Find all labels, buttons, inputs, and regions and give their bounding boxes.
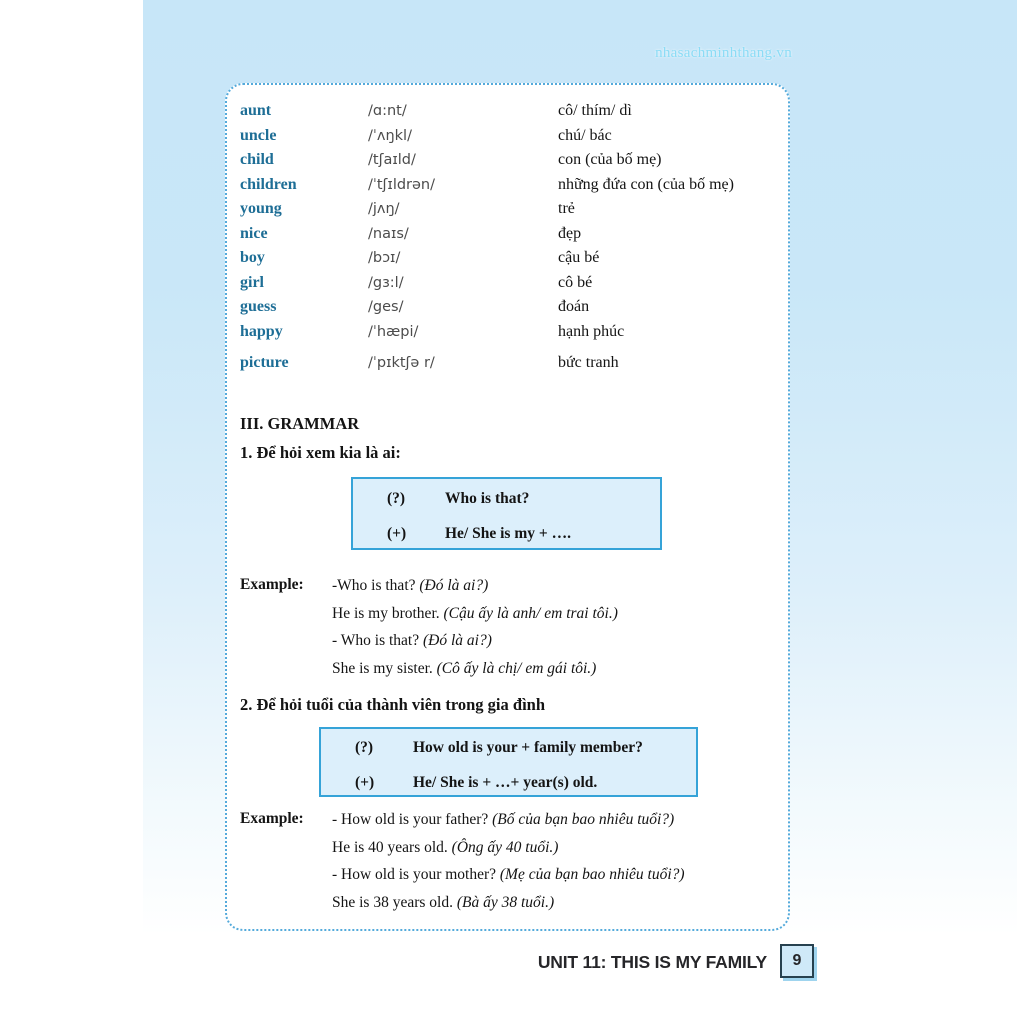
pattern-text: He/ She is my + …. (445, 525, 571, 542)
grammar-pattern-box-2 (319, 727, 698, 797)
example-english: She is 38 years old. (332, 893, 457, 911)
vocab-word: children (240, 175, 297, 193)
grammar-section-1-title: 1. Để hỏi xem kia là ai: (240, 443, 401, 462)
vocab-phonetic: /ˈtʃɪldrən/ (368, 176, 436, 193)
example-vietnamese: (Bà ấy 38 tuổi.) (456, 893, 555, 911)
vocab-row (240, 246, 785, 271)
example-label: Example: (240, 810, 304, 827)
grammar-section-2-title: 2. Để hỏi tuổi của thành viên trong gia đình (240, 695, 546, 714)
vocab-phonetic: /ˈpɪktʃə r/ (368, 355, 435, 371)
vocab-row (240, 99, 785, 124)
example-line (332, 572, 788, 600)
vocab-phonetic: /ɑ:nt/ (368, 103, 407, 119)
vocab-phonetic: /bɔɪ/ (368, 250, 401, 266)
vocab-row (240, 351, 785, 376)
example-english: He is 40 years old. (332, 838, 452, 856)
vocab-meaning: những đứa con (của bố mẹ) (558, 175, 734, 193)
vocab-row (240, 222, 785, 247)
example-vietnamese: (Mẹ của bạn bao nhiêu tuổi?) (499, 866, 685, 883)
pattern-sign: (+) (387, 525, 407, 542)
vocab-meaning: đẹp (558, 224, 582, 242)
vocab-word: child (240, 151, 274, 168)
example-english: He is my brother. (332, 604, 444, 622)
example-line (332, 889, 788, 917)
vocab-row (240, 197, 785, 222)
vocab-row (240, 173, 785, 198)
example-line (332, 627, 788, 655)
example-vietnamese: (Đó là ai?) (419, 577, 489, 594)
vocab-word: aunt (240, 102, 272, 119)
example-vietnamese: (Đó là ai?) (422, 632, 492, 649)
page-footer (538, 944, 814, 978)
pattern-text: Who is that? (445, 490, 530, 507)
vocab-word: picture (240, 354, 289, 371)
vocab-word: young (240, 200, 282, 217)
example-lines (332, 806, 788, 916)
vocab-meaning: con (của bố mẹ) (558, 151, 662, 168)
vocab-word: uncle (240, 126, 277, 144)
vocab-row (240, 320, 785, 345)
vocab-word: girl (240, 273, 264, 291)
example-line (332, 806, 788, 834)
example-line (332, 600, 788, 628)
example-english: - How old is your mother? (332, 866, 500, 883)
grammar-pattern-box-1 (351, 477, 662, 550)
example-vietnamese: (Ông ấy 40 tuổi.) (451, 838, 559, 856)
vocab-meaning: trẻ (558, 200, 575, 217)
example-block-1 (240, 572, 788, 682)
example-english: She is my sister. (332, 659, 437, 677)
vocab-row (240, 271, 785, 296)
vocab-phonetic: /ˈhæpi/ (368, 323, 419, 340)
vocab-meaning: cô bé (558, 273, 593, 291)
example-english: - How old is your father? (332, 811, 493, 828)
example-block-2 (240, 806, 788, 916)
vocab-word: guess (240, 298, 277, 315)
pattern-sign: (?) (387, 490, 406, 507)
vocab-meaning: bức tranh (558, 354, 619, 371)
grammar-heading: III. GRAMMAR (240, 414, 360, 433)
example-vietnamese: (Bố của bạn bao nhiêu tuổi?) (492, 811, 675, 828)
example-english: - Who is that? (332, 632, 423, 649)
vocab-meaning: cô/ thím/ dì (558, 102, 632, 119)
vocab-phonetic: /ges/ (368, 299, 404, 315)
pattern-sign: (+) (355, 774, 375, 791)
pattern-text: He/ She is + …+ year(s) old. (413, 774, 598, 791)
vocab-word: happy (240, 322, 283, 340)
vocab-meaning: hạnh phúc (558, 322, 625, 340)
pattern-sign: (?) (355, 739, 374, 756)
unit-title: UNIT 11: THIS IS MY FAMILY (537, 951, 767, 972)
example-vietnamese: (Cậu ấy là anh/ em trai tôi.) (443, 604, 618, 622)
vocab-meaning: cậu bé (558, 249, 600, 266)
vocab-phonetic: /naɪs/ (368, 225, 409, 242)
vocab-word: boy (240, 249, 265, 266)
vocab-row (240, 124, 785, 149)
example-english: -Who is that? (332, 577, 420, 594)
pattern-text: How old is your + family member? (413, 739, 643, 756)
vocab-word: nice (240, 224, 268, 242)
example-line (332, 655, 788, 683)
vocabulary-list (240, 99, 785, 376)
vocab-phonetic: /tʃaɪld/ (368, 152, 416, 168)
example-lines (332, 572, 788, 682)
vocab-row (240, 295, 785, 320)
vocab-phonetic: /jʌŋ/ (368, 201, 400, 217)
vocab-phonetic: /ˈʌŋkl/ (368, 127, 412, 144)
example-vietnamese: (Cô ấy là chị/ em gái tôi.) (436, 659, 597, 677)
vocab-row (240, 148, 785, 173)
vocab-meaning: đoán (558, 298, 590, 315)
watermark-text: nhasachminhthang.vn (655, 45, 792, 61)
example-label: Example: (240, 576, 304, 593)
example-line (332, 834, 788, 862)
example-line (332, 861, 788, 889)
page-number-badge: 9 (780, 944, 814, 978)
vocab-phonetic: /gɜ:l/ (368, 274, 404, 291)
vocab-meaning: chú/ bác (558, 126, 612, 144)
